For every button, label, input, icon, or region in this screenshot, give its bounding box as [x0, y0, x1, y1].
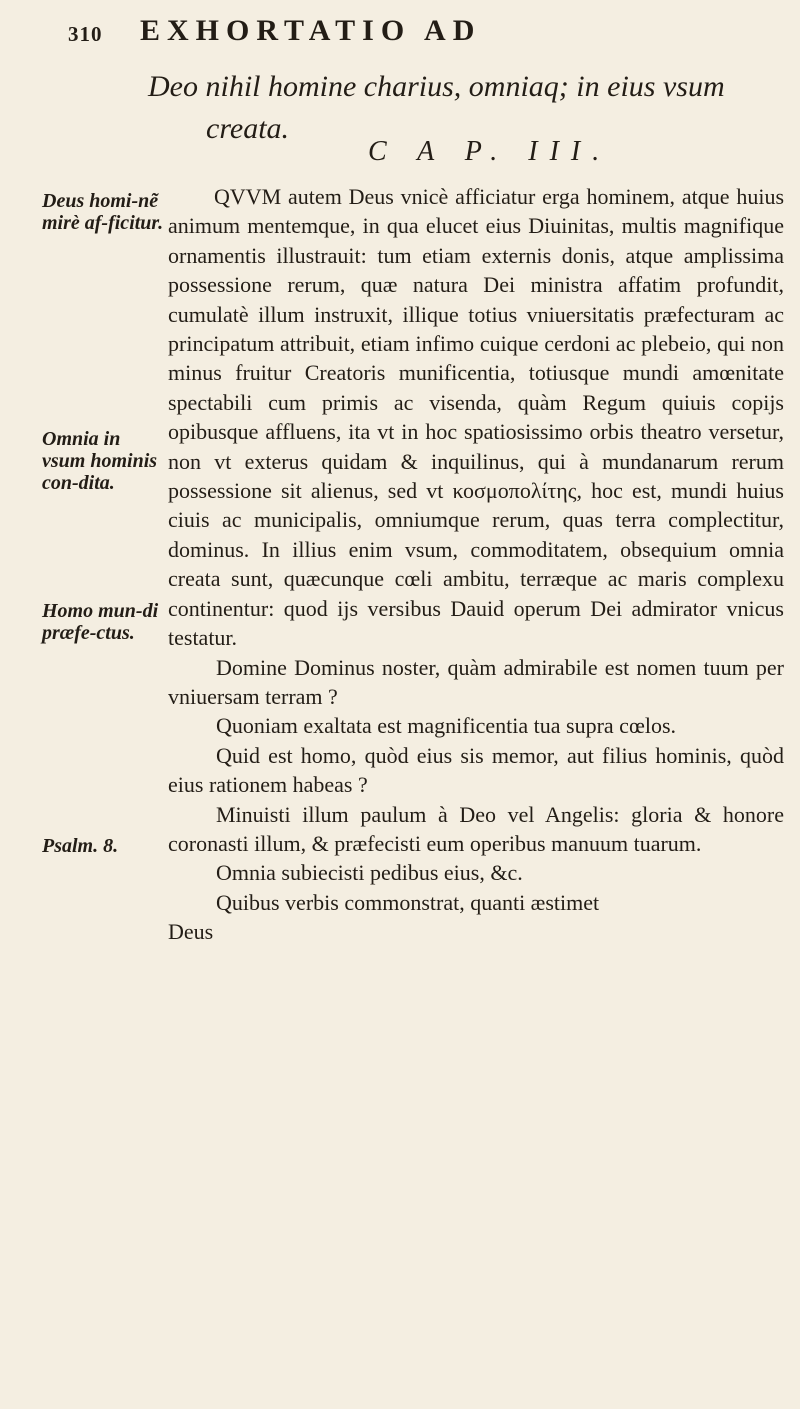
chapter-number: C A P. III. [368, 136, 612, 167]
psalm-verse-2: Quoniam exaltata est magnificentia tua supra cœlos. [216, 713, 677, 739]
psalm-verse-1: Domine Dominus noster, quàm admirabile est nomen tuum per vniuersam terram ? [168, 654, 784, 709]
main-text [168, 182, 784, 947]
psalm-verse-3: Quid est homo, quòd eius sis memor, aut filius hominis, quòd eius rationem habeas ? [168, 742, 784, 798]
chapter-title-line1: Deo nihil homine charius, omniaq; in eius vsum [148, 70, 725, 103]
closing-sentence: Quibus verbis commonstrat, quanti æstimet [216, 889, 600, 915]
margin-note-omnia-condita: Omnia in vsum hominis con-dita. [42, 428, 158, 494]
page-number: 310 [68, 22, 103, 46]
chapter-title-line2: creata. [206, 112, 290, 145]
margin-note-psalm-reference: Psalm. 8. [42, 835, 119, 857]
psalm-verse-4: Minuisti illum paulum à Deo vel Angelis: gloria & honore coronasti illum, & præfecisti eum operibus manuum tuarum. [168, 801, 784, 856]
running-title: EXHORTATIO AD [140, 14, 482, 47]
catchword: Deus [168, 919, 214, 945]
psalm-verse-5: Omnia subiecisti pedibus eius, &c. [216, 860, 523, 886]
margin-note-deus-homine: Deus homi-nẽ mirè af-ficitur. [42, 190, 164, 234]
paragraph-main: QVVM autem Deus vnicè afficiatur erga hominem, atque huius animum mentemque, in qua elucet eius Diuinitas, multis magnifique ornamentis illustrauit: tum etiam externis donis, atque amplissima possessione rerum, quæ natura Dei ministra affatim profundit, cumulatè illum instruxit, illique totius vniuersitatis præfecturam ac principatum attribuit, etiam infimo cuique cerdoni ac plebeio, qui non minus fruitur Creatoris munificentia, totiusque mundi amœnitate spectabili cum primis ac visenda, quàm Regum quiuis copijs opibusque affluens, ita vt in hoc spatiosissimo orbis theatro versetur, non vt exterus quidam & inquilinus, qui à mundanarum rerum possessione sit alienus, sed vt κοσμοπολίτης, hoc est, mundi huius ciuis ac municipalis, omniumque rerum, quas terra complectitur, dominus. In illius enim vsum, commoditatem, obsequium omnia creata sunt, quæcunque cœli ambitu, terræque ac maris complexu continentur: quod ijs versibus Dauid operum Dei admirator vnicus testatur. [168, 184, 784, 651]
margin-note-homo-praefectus: Homo mun-di præfe-ctus. [42, 600, 159, 644]
